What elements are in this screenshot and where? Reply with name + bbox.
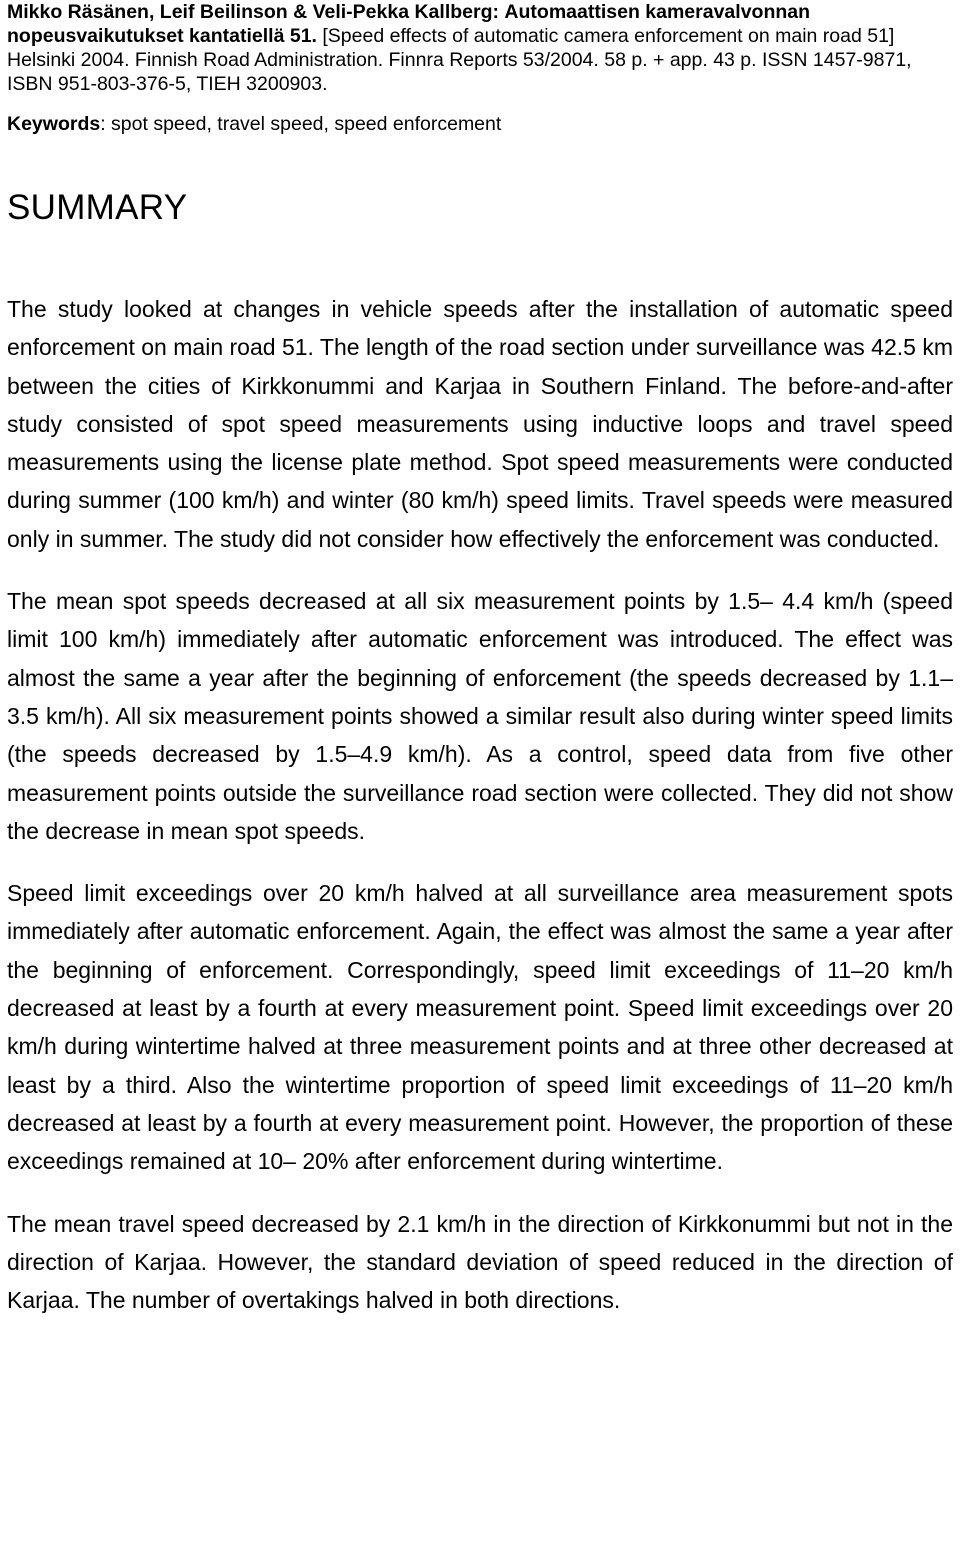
citation-details: Helsinki 2004. Finnish Road Administration. Finnra Reports 53/2004. 58 p. + app. 43 p. ISSN 1457-9871, ISBN 951-803-376-5, TIEH 3200903.: [7, 49, 912, 95]
keywords-separator: :: [100, 113, 106, 135]
summary-paragraph-2: The mean spot speeds decreased at all six measurement points by 1.5– 4.4 km/h (speed limit 100 km/h) immediately after automatic enforcement was introduced. The effect was almost the same a year after the beginning of enforcement (the speeds decreased by 1.1–3.5 km/h). All six measurement points showed a similar result also during winter speed limits (the speeds decreased by 1.5–4.9 km/h). As a control, speed data from five other measurement points outside the surveillance road section were collected. They did not show the decrease in mean spot speeds.: [7, 588, 953, 844]
keywords-label: Keywords: [7, 113, 101, 135]
keywords-values: spot speed, travel speed, speed enforcement: [111, 113, 502, 135]
summary-paragraph-3: Speed limit exceedings over 20 km/h halved at all surveillance area measurement spots immediately after automatic enforcement. Again, the effect was almost the same a year after the beginning of enforcement. Correspondingly, speed limit exceedings of 11–20 km/h decreased at least by a fourth at every measurement point. Speed limit exceedings over 20 km/h during wintertime halved at three measurement points and at three other decreased at least by a third. Also the wintertime proportion of speed limit exceedings of 11–20 km/h decreased at least by a fourth at every measurement point. However, the proportion of these exceedings remained at 10– 20% after enforcement during wintertime.: [7, 880, 953, 1175]
summary-paragraph-4: The mean travel speed decreased by 2.1 km/h in the direction of Kirkkonummi but not in the direction of Karjaa. However, the standard deviation of speed reduced in the direction of Karjaa. The number of overtakings halved in both directions.: [7, 1210, 953, 1314]
summary-paragraph-1: The study looked at changes in vehicle speeds after the installation of automatic speed enforcement on main road 51. The length of the road section under surveillance was 42.5 km between the cities of Kirkkonummi and Karjaa in Southern Finland. The before-and-after study consisted of spot speed measurements using inductive loops and travel speed measurements using the license plate method. Spot speed measurements were conducted during summer (100 km/h) and winter (80 km/h) speed limits. Travel speeds were measured only in summer. The study did not consider how effectively the enforcement was conducted.: [7, 296, 953, 552]
citation-authors: Mikko Räsänen, Leif Beilinson & Veli-Pekka Kallberg:: [7, 1, 499, 23]
keywords-line: [7, 112, 953, 136]
document-page: [7, 0, 953, 1319]
summary-heading: SUMMARY: [7, 188, 188, 227]
citation-english-title: [Speed effects of automatic camera enforcement on main road 51]: [322, 25, 895, 47]
bibliographic-citation: [7, 0, 953, 96]
citation-finnish-title: Automaattisen kameravalvonnan nopeusvaikutukset kantatiellä 51.: [7, 1, 811, 47]
